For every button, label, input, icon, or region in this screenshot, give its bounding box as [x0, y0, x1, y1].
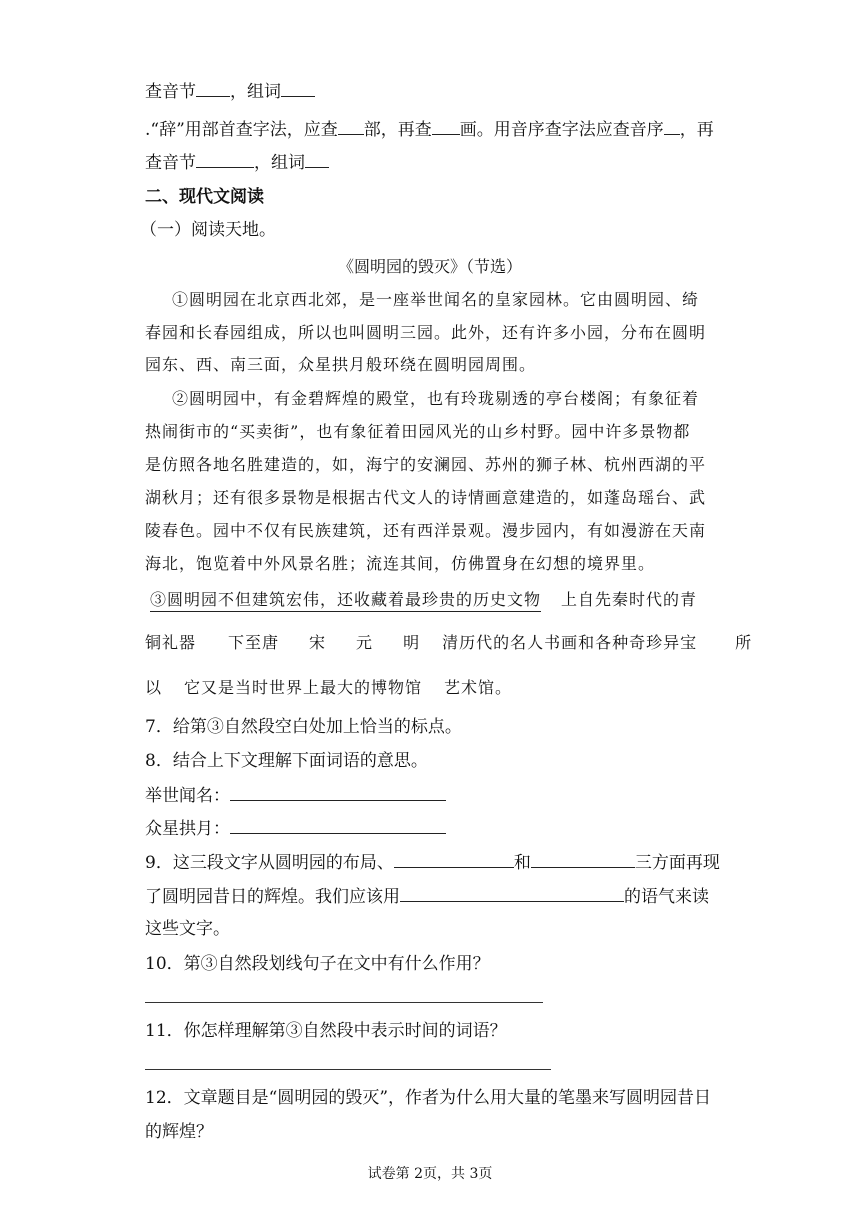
q9-text: 三方面再现: [634, 853, 720, 873]
answer-blank[interactable]: [230, 784, 446, 801]
question-12-line-2: 的辉煌？: [145, 1122, 213, 1142]
q6-text: .“辞”用部首查字法，应查: [145, 120, 338, 140]
paragraph-2-line: 海北，饱览着中外风景名胜；流连其间，仿佛置身在幻想的境界里。: [145, 554, 656, 573]
paragraph-2-line: ②圆明园中，有金碧辉煌的殿堂，也有玲珑剔透的亭台楼阁；有象征着: [172, 389, 700, 408]
question-9-line-1: [145, 851, 720, 874]
q6-line-3: [145, 151, 329, 174]
paragraph-1-line: ①圆明园在北京西北郊，是一座举世闻名的皇家园林。它由圆明园、绮: [172, 290, 700, 309]
answer-blank[interactable]: [531, 851, 635, 868]
paragraph-3-fragment: 下至唐: [228, 633, 280, 652]
paragraph-3-fragment: 以: [145, 678, 163, 697]
paragraph-1-line: 园东、西、南三面，众星拱月般环绕在圆明园周围。: [145, 355, 537, 374]
question-9-line-2: [145, 885, 709, 908]
question-8a: [145, 784, 446, 807]
paragraph-2-line: 湖秋月；还有很多景物是根据古代文人的诗情画意建造的，如蓬岛瑶台、武: [145, 488, 707, 507]
q6-text: ，组词: [230, 82, 281, 102]
paragraph-3-fragment: 宋: [309, 633, 327, 652]
question-8: 8．结合上下文理解下面词语的意思。: [145, 751, 428, 771]
q6-text: ，组词: [254, 153, 305, 173]
question-7: 7．给第③自然段空白处加上恰当的标点。: [145, 717, 462, 737]
answer-blank[interactable]: [400, 885, 624, 902]
term-label: 举世闻名：: [145, 786, 230, 806]
underlined-sentence: ③圆明园不但建筑宏伟，还收藏着最珍贵的历史文物: [150, 590, 541, 612]
q6-line-2: [145, 118, 714, 141]
paragraph-2-line: 是仿照各地名胜建造的，如，海宁的安澜园、苏州的狮子林、杭州西湖的平: [145, 455, 707, 474]
q6-line-1: [145, 80, 315, 103]
q6-text: 查音节: [145, 153, 196, 173]
page-footer: 试卷第 2页，共 3页: [367, 1166, 493, 1182]
passage-title: 《圆明园的毁灭》（节选）: [337, 257, 522, 276]
q9-text: 9．这三段文字从圆明园的布局、: [145, 853, 394, 873]
answer-blank[interactable]: [230, 817, 446, 834]
term-label: 众星拱月：: [145, 819, 230, 839]
answer-blank[interactable]: [281, 80, 315, 97]
q9-text: 的语气来读: [624, 887, 709, 907]
paragraph-2-line: 热闹街市的“买卖街”，也有象征着田园风光的山乡村野。园中许多景物都: [145, 422, 691, 441]
question-8b: [145, 817, 446, 840]
q6-text: 部，再查: [363, 120, 432, 140]
paragraph-2-line: 陵春色。园中不仅有民族建筑，还有西洋景观。漫步园内，有如漫游在天南: [145, 521, 707, 540]
paragraph-3-text: 上自先秦时代的青: [561, 590, 698, 609]
paragraph-3-fragment: 清历代的名人书画和各种奇珍异宝: [442, 633, 698, 652]
paragraph-3-line-1: [150, 589, 697, 611]
section-heading: 二、现代文阅读: [145, 187, 264, 207]
q9-text: 了圆明园昔日的辉煌。我们应该用: [145, 887, 400, 907]
q6-text: ，再: [679, 120, 714, 140]
answer-blank[interactable]: [394, 851, 514, 868]
paragraph-1-line: 春园和长春园组成，所以也叫圆明三园。此外，还有许多小园，分布在圆明: [145, 323, 707, 342]
paragraph-3-fragment: 铜礼器: [145, 633, 197, 652]
question-10: 10．第③自然段划线句子在文中有什么作用？: [145, 954, 490, 974]
question-9-line-3: 这些文字。: [145, 919, 230, 939]
paragraph-3-fragment: 元: [356, 633, 374, 652]
paragraph-3-fragment: 明: [403, 633, 421, 652]
paragraph-3-fragment: 它又是当时世界上最大的博物馆: [184, 678, 423, 697]
answer-line[interactable]: [145, 1002, 543, 1003]
answer-blank[interactable]: [664, 118, 680, 135]
section-subheading: （一）阅读天地。: [140, 220, 276, 240]
q6-text: 画。用音序查字法应查音序: [459, 120, 664, 140]
paragraph-3-line-3: [145, 677, 512, 699]
answer-blank[interactable]: [196, 151, 254, 168]
answer-line[interactable]: [145, 1069, 551, 1070]
answer-blank[interactable]: [196, 80, 230, 97]
q9-text: 和: [513, 853, 531, 873]
q6-text: 查音节: [145, 82, 196, 102]
paragraph-3-line-2: [145, 632, 752, 654]
paragraph-3-fragment: 所: [735, 633, 753, 652]
paragraph-3-fragment: 艺术馆。: [444, 678, 513, 697]
question-12-line-1: 12．文章题目是“圆明园的毁灭”，作者为什么用大量的笔墨来写圆明园昔日: [145, 1088, 712, 1108]
answer-blank[interactable]: [338, 118, 364, 135]
question-11: 11．你怎样理解第③自然段中表示时间的词语？: [145, 1021, 507, 1041]
answer-blank[interactable]: [432, 118, 460, 135]
answer-blank[interactable]: [305, 151, 329, 168]
